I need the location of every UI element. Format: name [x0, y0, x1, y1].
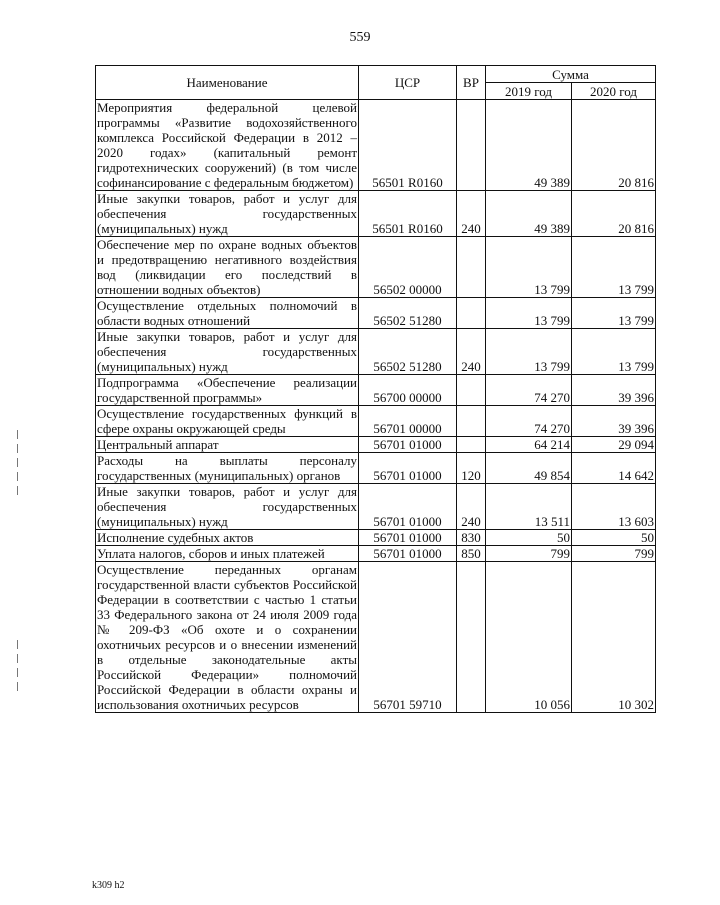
row-sum-2019: 49 854: [486, 453, 572, 484]
row-csr: 56701 01000: [359, 437, 457, 453]
table-row: [96, 530, 656, 546]
row-sum-2020: 13 799: [572, 298, 656, 329]
table-row: [96, 298, 656, 329]
row-vr: 240: [457, 329, 486, 375]
row-sum-2019: 13 511: [486, 484, 572, 530]
row-name: Расходы на выплаты персоналу государственных (муниципальных) органов: [97, 453, 357, 483]
page-number: 559: [349, 30, 371, 45]
row-name: Исполнение судебных актов: [96, 530, 359, 546]
header-vr: ВР: [457, 66, 486, 100]
table-row: [96, 562, 656, 713]
row-sum-2020: 14 642: [572, 453, 656, 484]
header-sum: Сумма: [486, 66, 656, 83]
row-csr: 56701 01000: [359, 453, 457, 484]
row-sum-2019: 74 270: [486, 375, 572, 406]
row-name: Подпрограмма «Обеспечение реализации государственной программы»: [97, 375, 357, 405]
row-vr: [457, 298, 486, 329]
row-vr: [457, 237, 486, 298]
row-sum-2019: 74 270: [486, 406, 572, 437]
row-sum-2019: 13 799: [486, 329, 572, 375]
row-sum-2019: 799: [486, 546, 572, 562]
table-row: [96, 329, 656, 375]
row-vr: [457, 406, 486, 437]
row-name: Уплата налогов, сборов и иных платежей: [96, 546, 359, 562]
row-sum-2020: 39 396: [572, 375, 656, 406]
row-sum-2019: 49 389: [486, 191, 572, 237]
row-csr: 56502 51280: [359, 329, 457, 375]
row-name: Центральный аппарат: [96, 437, 359, 453]
row-sum-2020: 13 799: [572, 329, 656, 375]
header-year-2019: 2019 год: [486, 83, 572, 100]
row-vr: [457, 375, 486, 406]
row-sum-2020: 10 302: [572, 562, 656, 713]
row-name: Осуществление государственных функций в сфере охраны окружающей среды: [97, 406, 357, 436]
row-csr: 56701 01000: [359, 546, 457, 562]
header-year-2020: 2020 год: [572, 83, 656, 100]
budget-table: [95, 65, 656, 713]
row-csr: 56501 R0160: [359, 100, 457, 191]
row-sum-2019: 10 056: [486, 562, 572, 713]
row-name: Иные закупки товаров, работ и услуг для обеспечения государственных (муниципальных) нужд: [97, 329, 357, 374]
row-csr: 56701 01000: [359, 484, 457, 530]
row-sum-2020: 29 094: [572, 437, 656, 453]
table-row: [96, 437, 656, 453]
table-row: [96, 100, 656, 191]
row-sum-2020: 20 816: [572, 191, 656, 237]
table-row: [96, 375, 656, 406]
row-sum-2020: 13 799: [572, 237, 656, 298]
row-sum-2020: 799: [572, 546, 656, 562]
row-vr: [457, 437, 486, 453]
row-sum-2019: 13 799: [486, 298, 572, 329]
row-vr: [457, 562, 486, 713]
row-name: Обеспечение мер по охране водных объектов и предотвращению негативного воздействия вод (ликвидации его последствий в отношении водных объектов): [97, 237, 357, 297]
table-row: [96, 191, 656, 237]
row-csr: 56501 R0160: [359, 191, 457, 237]
row-vr: 830: [457, 530, 486, 546]
row-name: Осуществление переданных органам государственной власти субъектов Российской Федерации в соответствии с частью 1 статьи 33 Федерального закона от 24 июля 2009 года № 209-ФЗ «Об охоте и о сохранении охотничьих ресурсов и о внесении изменений в отдельные законодательные акты Российской Федерации» полномочий Российской Федерации в области охраны и использования охотничьих ресурсов: [97, 562, 357, 712]
row-sum-2020: 39 396: [572, 406, 656, 437]
table-row: [96, 546, 656, 562]
row-csr: 56502 51280: [359, 298, 457, 329]
row-sum-2019: 13 799: [486, 237, 572, 298]
table-row: [96, 237, 656, 298]
row-name: Иные закупки товаров, работ и услуг для обеспечения государственных (муниципальных) нужд: [97, 484, 357, 529]
row-sum-2020: 50: [572, 530, 656, 546]
header-name: Наименование: [96, 66, 359, 100]
table-row: [96, 453, 656, 484]
row-name: Иные закупки товаров, работ и услуг для обеспечения государственных (муниципальных) нужд: [97, 191, 357, 236]
row-csr: 56701 01000: [359, 530, 457, 546]
header-csr: ЦСР: [359, 66, 457, 100]
row-csr: 56701 59710: [359, 562, 457, 713]
row-vr: 120: [457, 453, 486, 484]
row-sum-2020: 20 816: [572, 100, 656, 191]
row-vr: [457, 100, 486, 191]
table-row: [96, 406, 656, 437]
table-row: [96, 484, 656, 530]
row-sum-2020: 13 603: [572, 484, 656, 530]
row-csr: 56700 00000: [359, 375, 457, 406]
row-sum-2019: 50: [486, 530, 572, 546]
row-name: Мероприятия федеральной целевой программы «Развитие водохозяйственного комплекса Российской Федерации в 2012 – 2020 годах» (капитальный ремонт гидротехнических сооружений) (в том числе софинансирование с федеральным бюджетом): [97, 100, 357, 190]
row-csr: 56701 00000: [359, 406, 457, 437]
margin-marks: [16, 430, 20, 500]
row-vr: 240: [457, 191, 486, 237]
row-csr: 56502 00000: [359, 237, 457, 298]
row-sum-2019: 49 389: [486, 100, 572, 191]
row-sum-2019: 64 214: [486, 437, 572, 453]
footer-code: k309 h2: [92, 880, 125, 891]
row-vr: 240: [457, 484, 486, 530]
margin-marks-lower: [16, 640, 20, 696]
row-vr: 850: [457, 546, 486, 562]
row-name: Осуществление отдельных полномочий в области водных отношений: [97, 298, 357, 328]
